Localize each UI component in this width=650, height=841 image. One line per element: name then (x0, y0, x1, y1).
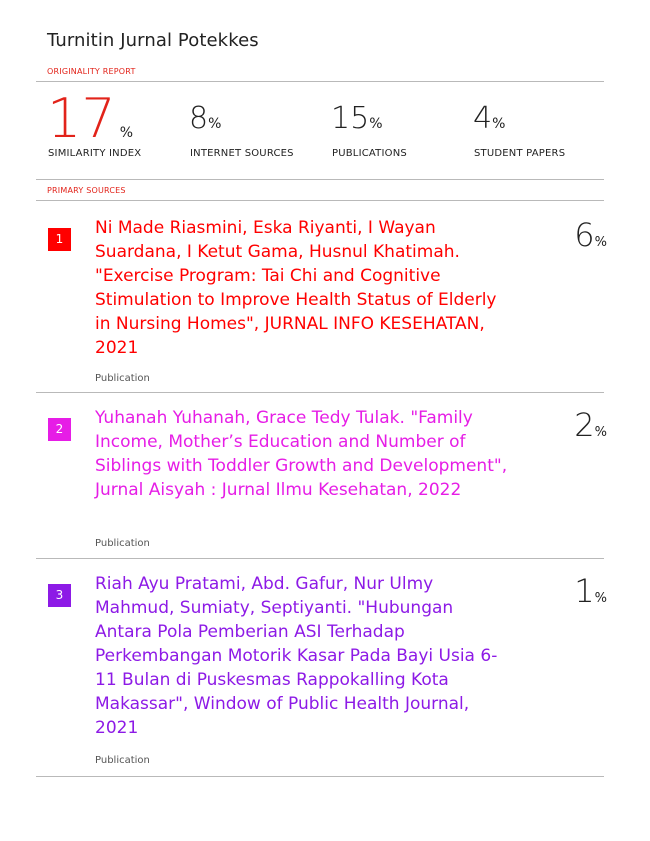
publications-label: PUBLICATIONS (332, 148, 407, 159)
percent-sign: % (208, 116, 222, 132)
source-percentage (574, 406, 607, 444)
student-papers-value: 4 (473, 101, 493, 136)
source-percent-value: 6 (574, 216, 595, 254)
percent-sign: % (119, 125, 134, 141)
divider (36, 200, 604, 201)
document-title: Turnitin Jurnal Potekkes (47, 30, 259, 51)
percent-sign: % (492, 116, 506, 132)
percent-sign: % (594, 591, 607, 606)
percent-sign: % (369, 116, 383, 132)
source-percent-value: 2 (574, 406, 595, 444)
student-papers-label: STUDENT PAPERS (474, 148, 566, 159)
source-percent-value: 1 (574, 572, 595, 610)
internet-sources-value: 8 (189, 101, 209, 136)
percent-sign: % (594, 235, 607, 250)
source-rank-badge: 2 (48, 418, 71, 441)
internet-sources-stat (189, 92, 294, 159)
divider (36, 776, 604, 777)
primary-sources-label: PRIMARY SOURCES (47, 186, 126, 195)
source-title: Yuhanah Yuhanah, Grace Tedy Tulak. "Family Income, Mother’s Education and Number of Siblings with Toddler Growth and Development", Jurnal Aisyah : Jurnal Ilmu Kesehatan, 2022 (95, 408, 508, 500)
student-papers-stat (473, 92, 566, 159)
divider (36, 179, 604, 180)
source-title: Ni Made Riasmini, Eska Riyanti, I Wayan Suardana, I Ketut Gama, Husnul Khatimah. "Exercise Program: Tai Chi and Cognitive Stimulation to Improve Health Status of Elderly in Nursing Homes", JURNAL INFO KESEHATAN, 2021 (95, 218, 497, 358)
source-type: Publication (95, 373, 150, 384)
source-type: Publication (95, 755, 150, 766)
similarity-index-label: SIMILARITY INDEX (48, 148, 142, 159)
source-type: Publication (95, 538, 150, 549)
internet-sources-label: INTERNET SOURCES (190, 148, 294, 159)
source-title: Riah Ayu Pratami, Abd. Gafur, Nur Ulmy Mahmud, Sumiaty, Septiyanti. "Hubungan Antara Pola Pemberian ASI Terhadap Perkembangan Motorik Kasar Pada Bayi Usia 6-11 Bulan di Puskesmas Rappokalling Kota Makassar", Window of Public Health Journal, 2021 (95, 574, 498, 738)
divider (36, 558, 604, 559)
source-percentage (574, 572, 607, 610)
divider (36, 81, 604, 82)
divider (36, 392, 604, 393)
similarity-index-value: 17 (47, 87, 116, 150)
originality-report-label: ORIGINALITY REPORT (47, 67, 136, 76)
source-percentage (574, 216, 607, 254)
source-rank-badge: 3 (48, 584, 71, 607)
publications-value: 15 (331, 101, 370, 136)
publications-stat (331, 92, 407, 159)
percent-sign: % (594, 425, 607, 440)
source-rank-badge: 1 (48, 228, 71, 251)
similarity-index-stat (47, 87, 142, 159)
